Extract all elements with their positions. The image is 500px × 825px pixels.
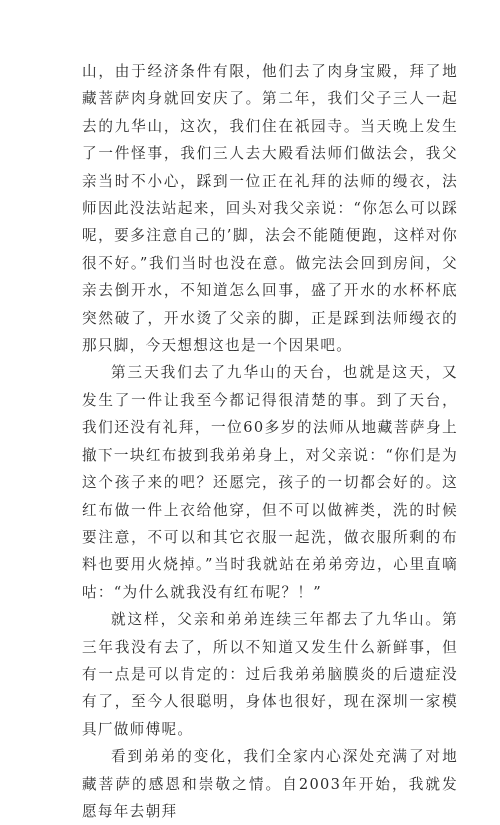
paragraph-3: 就这样，父亲和弟弟连续三年都去了九华山。第三年我没有去了，所以不知道又发生什么新鲜事，但有一点是可以肯定的：过后我弟弟脑膜炎的后遗症没有了，至今人很聪明，身体也很好，现在深圳一家模具厂做师傅呢。 — [82, 611, 458, 738]
paragraph-1: 山，由于经济条件有限，他们去了肉身宝殿，拜了地藏菩萨肉身就回安庆了。第二年，我们父子三人一起去的九华山，这次，我们住在祇园寺。当天晚上发生了一件怪事，我们三人去大殿看法师们做法会，我父亲当时不小心，踩到一位正在礼拜的法师的缦衣，法师因此没法站起来，回头对我父亲说：“你怎么可以踩呢，要多注意自己的’脚，法会不能随便跑，这样对你很不好。”我们当时也没在意。做完法会回到房间，父亲去倒开水，不知道怎么回事，盛了开水的水杯杯底突然破了，开水烫了父亲的脚，正是踩到法师缦衣的那只脚，今天想想这也是一个因果吧。 — [82, 63, 458, 355]
paragraph-2: 第三天我们去了九华山的天台，也就是这天，又发生了一件让我至今都记得很清楚的事。到了天台，我们还没有礼拜，一位60多岁的法师从地藏菩萨身上撤下一块红布披到我弟弟身上，对父亲说：“你们是为这个孩子来的吧？还愿完，孩子的一切都会好的。这红布做一件上衣给他穿，但不可以做裤类，洗的时候要注意，不可以和其它衣服一起洗，做衣服所剩的布料也要用火烧掉。”当时我就站在弟弟旁边，心里直嘀咕：“为什么就我没有红布呢？！” — [82, 364, 458, 601]
paragraph-4: 看到弟弟的变化，我们全家内心深处充满了对地藏菩萨的感恩和崇敬之情。自2003年开始，我就发愿每年去朝拜 — [82, 748, 458, 820]
